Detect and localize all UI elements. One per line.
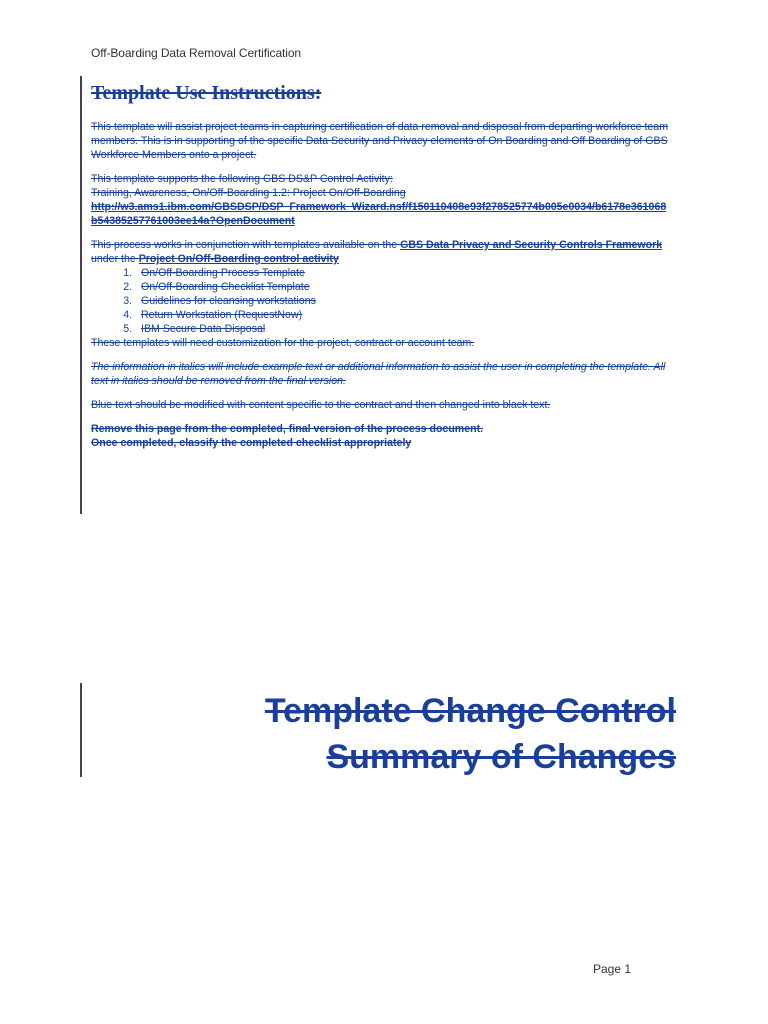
instructions-paragraph-italics: The information in italics will include example text or additional information to assist the user in completing the template. All text in italics should be removed from the final version. (91, 361, 666, 387)
remove-page-note: Remove this page from the completed, final version of the process document. (91, 423, 484, 435)
change-bar (80, 76, 82, 514)
change-control-heading (265, 688, 676, 780)
instructions-paragraph-remove (91, 422, 671, 450)
templates-middle-text: under the (91, 253, 139, 265)
instructions-paragraph-customization: These templates will need customization for the project, contract or account team. (91, 337, 475, 349)
summary-of-changes-title: Summary of Changes (326, 738, 676, 776)
control-activity-name: Training, Awareness, On/Off-Boarding 1.2: Project On/Off-Boarding (91, 187, 406, 199)
template-list (91, 266, 671, 336)
framework-link[interactable]: GBS Data Privacy and Security Controls Framework (400, 239, 663, 251)
list-item: 2. On/Off-Boarding Checklist Template (135, 280, 671, 294)
instructions-title: Template Use Instructions: (91, 82, 322, 104)
list-item: 3. Guidelines for cleansing workstations (135, 294, 671, 308)
control-activity-link[interactable]: Project On/Off-Boarding control activity (138, 253, 339, 265)
instructions-paragraph-control (91, 172, 671, 228)
list-item: 5. IBM Secure Data Disposal (135, 322, 671, 336)
instructions-paragraph-intro: This template will assist project teams in capturing certification of data removal and disposal from departing workforce team members. This is in supporting of the specific Data Security and Privacy elements of On Boarding and Off Boarding of GBS Workforce Members onto a project. (91, 121, 669, 161)
change-control-title: Template Change Control (264, 692, 676, 730)
change-bar (80, 683, 82, 777)
list-item: 1. On/Off-Boarding Process Template (135, 266, 671, 280)
document-header: Off-Boarding Data Removal Certification (91, 46, 301, 60)
page-number: Page 1 (593, 962, 632, 976)
list-item: 4. Return Workstation (RequestNow) (135, 308, 671, 322)
instructions-paragraph-templates (91, 238, 671, 266)
instructions-section (91, 80, 671, 460)
classify-checklist-note: Once completed, classify the completed checklist appropriately (91, 437, 412, 449)
framework-wizard-link[interactable]: http://w3.ams1.ibm.com/GBSDSP/DSP_Framework_Wizard.nsf/f150110408e93f278525774b005e0034/b6178e361068b54385257761003ee14a?OpenDocument (91, 201, 667, 227)
instructions-paragraph-blue-text: Blue text should be modified with content specific to the contract and then changed into black text. (91, 399, 551, 411)
control-activity-label: This template supports the following GBS DS&P Control Activity: (91, 173, 393, 185)
templates-intro-text: This process works in conjunction with templates available on the (91, 239, 401, 251)
